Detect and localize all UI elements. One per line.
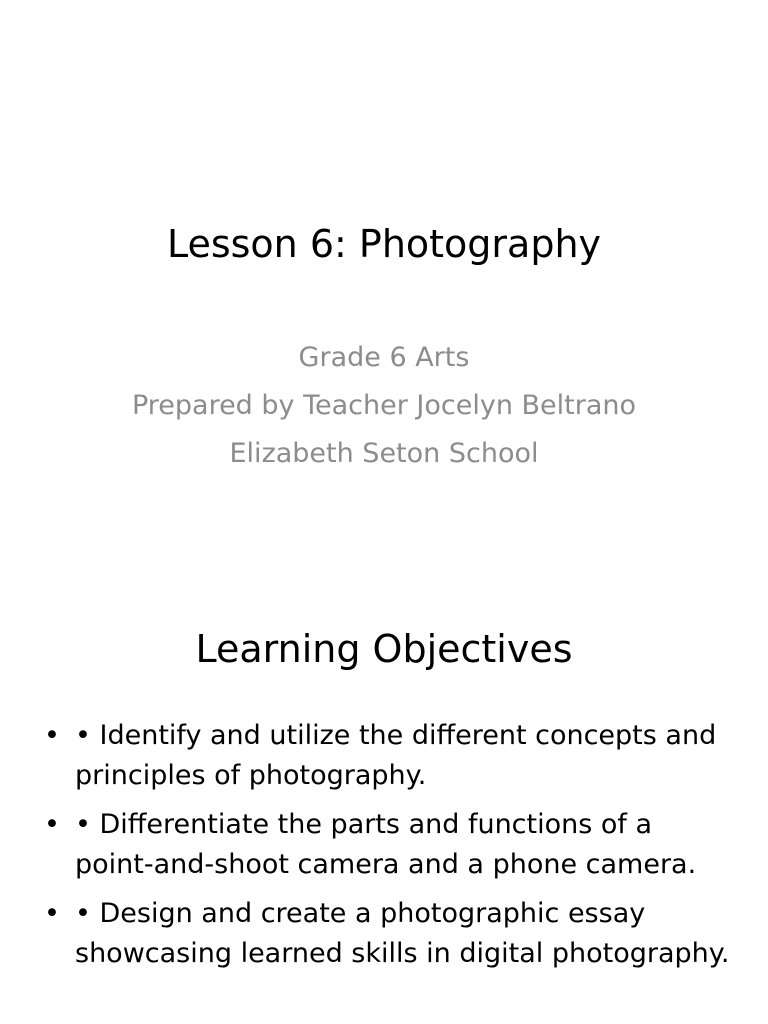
subtitle-school: Elizabeth Seton School: [229, 438, 539, 469]
list-item: [44, 805, 734, 885]
objectives-title: Learning Objectives: [195, 627, 573, 671]
list-item: [44, 716, 734, 796]
objective-text: • Design and create a photographic essay showcasing learned skills in digital photography.: [75, 898, 730, 969]
objective-text: • Differentiate the parts and functions of a point-and-shoot camera and a phone camera.: [75, 809, 697, 880]
slide-subtitle: [0, 334, 768, 478]
bullet-icon: •: [44, 898, 60, 929]
objectives-list: [44, 716, 734, 983]
bullet-icon: •: [44, 720, 60, 751]
list-item: [44, 894, 734, 974]
subtitle-grade: Grade 6 Arts: [298, 342, 470, 373]
slide-title: Lesson 6: Photography: [166, 222, 602, 266]
bullet-icon: •: [44, 809, 60, 840]
subtitle-teacher: Prepared by Teacher Jocelyn Beltrano: [131, 390, 637, 421]
objectives-slide: [0, 576, 768, 1024]
objective-text: • Identify and utilize the different concepts and principles of photography.: [75, 720, 717, 791]
